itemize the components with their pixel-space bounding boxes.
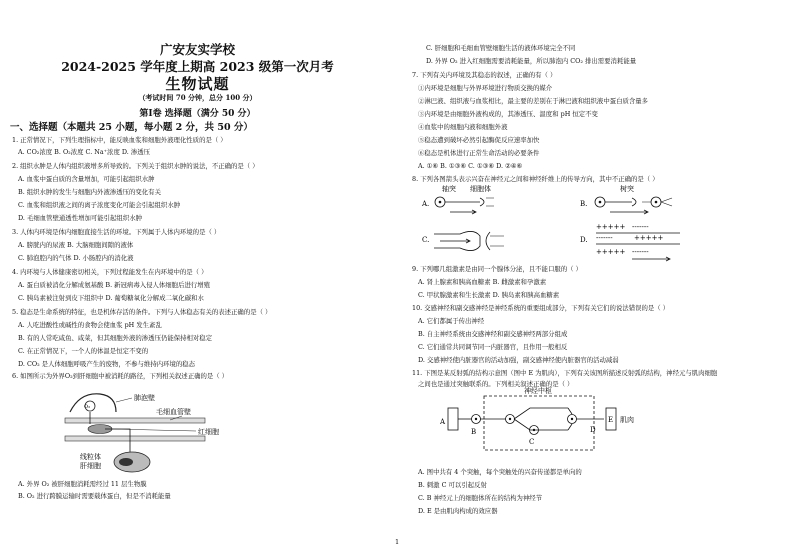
page-number: 1 [395,538,400,546]
q5-option-c: C. 在正常情况下，一个人的体温是恒定不变的 [18,347,149,355]
membrane-minus-bottom: ------- [632,248,649,256]
q2-option-a: A. 血浆中蛋白质的含量增加，可能引起组织水肿 [18,175,155,183]
q11-stem-1: 11. 下图是某反射弧的结构示意图（图中 E 为肌肉），下列有关该图所描述反射弧的结构，神经元与肌肉细胞 [412,369,718,377]
node-a-label: A [440,418,446,426]
q6-oxygen-path-figure [60,384,260,478]
node-b-label: B [471,428,477,436]
capillary-label: 毛细血管壁 [156,408,191,416]
q7-item-6: ⑥稳态是机体进行正常生命活动的必要条件 [418,149,540,157]
q6-option-b: B. O₂ 进行跨膜运输时需要载体蛋白，但是不消耗能量 [18,492,171,500]
node-e-label: E [608,416,614,424]
q6-option-c: C. 肝细胞和毛细血管壁细胞生活的液体环境完全不同 [426,44,576,52]
membrane-minus-mid: ------- [596,234,613,242]
q2-option-c: C. 血浆和组织液之间的离子浓度变化可能会引起组织水肿 [18,201,181,209]
membrane-plus-mid: +++++ [634,234,664,242]
cell-body-label: 细胞体 [470,185,491,193]
q10-stem: 10. 交感神经和副交感神经是神经系统的重要组成部分，下列有关它们的说法错误的是（ ） [412,304,670,312]
q5-option-d: D. CO₂ 是人体细胞呼吸产生的废物，不参与维持内环境的稳态 [18,360,196,368]
q9-options-cd: C. 甲状腺激素和生长激素 D. 胰岛素和胰高血糖素 [418,291,560,299]
option-a-label: A. [422,200,430,208]
option-b-label: B. [580,200,588,208]
q2-option-d: D. 毛细血管壁通透性增加可能引起组织水肿 [18,214,142,222]
option-d-label: D. [580,236,588,244]
node-d-label: D [590,426,596,434]
q8-stem: 8. 下列各图箭头表示兴奋在神经元之间和神经纤维上的传导方向，其中不正确的是（ ） [412,175,659,183]
q4-options-ab: A. 蛋白质被消化分解成氨基酸 B. 新冠病毒入侵人体细胞后进行增殖 [18,281,211,289]
dendrite-label: 树突 [620,185,634,193]
liver-cell-label: 肝细胞 [80,462,101,470]
q11-option-a: A. 图中共有 4 个突触，每个突触处的兴奋传递都是单向的 [418,468,582,476]
q3-options-ab: A. 膀胱内的尿液 B. 大脑细胞间隙的液体 [18,241,134,249]
q5-option-b: B. 有的人常吃咸鱼、咸菜，但其细胞外液的渗透压仍能保持相对稳定 [18,334,213,342]
q1-options: A. CO₂浓度 B. O₂浓度 C. Na⁺浓度 D. 渗透压 [18,148,150,156]
q3-options-cd: C. 肺泡腔内的气体 D. 小肠腔内的消化液 [18,254,134,262]
q10-option-c: C. 它们通常共同调节同一内脏器官，且作用一般相反 [418,343,568,351]
q6-stem: 6. 如图所示为外界O₂到肝细胞中被消耗的路径，下列相关叙述正确的是（ ） [12,372,229,380]
q10-option-a: A. 它们都属于传出神经 [418,317,485,325]
q2-option-b: B. 组织水肿的发生与细胞内外液渗透压的变化有关 [18,188,161,196]
option-c-label: C. [422,236,430,244]
school-title: 广安友实学校 [159,42,235,57]
rbc-label: 红细胞 [198,428,219,436]
q8-conduction-figure [420,184,720,264]
q11-option-b: B. 刺激 C 可以引起反射 [418,481,487,489]
q1-stem: 1. 正常情况下，下列生理指标中，能反映血浆和细胞外液理化性质的是（ ） [12,136,227,144]
q7-item-4: ④血浆中的细胞内液和细胞外液 [418,123,508,131]
alveolus-label: 肺泡壁 [134,394,155,402]
section-title: 一、选择题（本题共 25 小题，每小题 2 分，共 50 分） [10,122,253,133]
q9-stem: 9. 下列哪几组激素是由同一个腺体分泌，且不能口服的（ ） [412,265,582,273]
q11-option-d: D. E 是由肌肉构成的效应器 [418,507,498,515]
q7-item-5: ⑤稳态遭到破坏必然引起酶促反应速率加快 [418,136,540,144]
q9-options-ab: A. 肾上腺素和胰高血糖素 B. 雌激素和孕激素 [418,278,547,286]
mitochondria-label: 线粒体 [80,453,101,461]
q7-item-1: ①内环境是细胞与外界环境进行物质交换的媒介 [418,84,553,92]
q11-reflex-arc-figure [440,386,660,464]
q5-option-a: A. 人吃进酸性或碱性的食物会使血浆 pH 发生紊乱 [18,321,162,329]
q3-stem: 3. 人体内环境是体内细胞直接生活的环境。下列属于人体内环境的是（ ） [12,228,221,236]
membrane-minus-top: ------- [632,223,649,231]
q2-stem: 2. 组织水肿是人体内组织液增多所导致的。下列关于组织水肿的说法，不正确的是（ ） [12,162,259,170]
membrane-plus-bottom: +++++ [596,248,626,256]
q5-stem: 5. 稳态是生命系统的特征，也是机体存活的条件。下列与人体稳态有关的表述正确的是（ ） [12,308,272,316]
part-title: 第Ⅰ卷 选择题（满分 50 分） [139,109,256,119]
axon-label: 轴突 [442,185,456,193]
q7-stem: 7. 下列有关内环境及其稳态的叙述，正确的有（ ） [412,71,557,79]
q11-option-c: C. B 神经元上的细胞体所在的结构为神经节 [418,494,543,502]
q7-item-3: ③内环境是由细胞外液构成的，其渗透压、温度和 pH 恒定不变 [418,110,598,118]
q11-stem-2: 之间也是通过突触联系的。下列相关叙述正确的是（ ） [418,380,574,388]
q4-stem: 4. 内环境与人体健康密切相关，下列过程能发生在内环境中的是（ ） [12,268,208,276]
q6-option-a: A. 外界 O₂ 被肝细胞消耗需经过 11 层生物膜 [18,480,147,488]
time-note: （考试时间 70 分钟，总分 100 分） [138,93,257,102]
membrane-plus-top: +++++ [596,223,626,231]
q4-options-cd: C. 胰岛素被注射到皮下组织中 D. 葡萄糖氧化分解成二氧化碳和水 [18,294,204,302]
q7-options: A. ①⑥ B. ①③⑥ C. ①③⑥ D. ②④⑥ [418,162,523,170]
q10-option-b: B. 自主神经系统由交感神经和副交感神经两部分组成 [418,330,568,338]
exam-title: 2024-2025 学年度上期高 2023 级第一次月考 [61,59,334,74]
q6-option-d: D. 外界 O₂ 进入红细胞需要消耗能量，所以肺泡内 CO₂ 排出需要消耗能量 [426,57,637,65]
o2-label: O₂ [84,404,91,410]
q7-item-2: ②淋巴液、组织液与血浆相比，最主要的差别在于淋巴液和组织液中蛋白质含量多 [418,97,649,105]
subject-title: 生物试题 [165,75,230,93]
muscle-label: 肌肉 [620,416,634,424]
center-label: 神经中枢 [524,387,552,395]
node-c-label: C [529,438,535,446]
q10-option-d: D. 交感神经使内脏器官的活动加强，副交感神经使内脏器官的活动减弱 [418,356,619,364]
